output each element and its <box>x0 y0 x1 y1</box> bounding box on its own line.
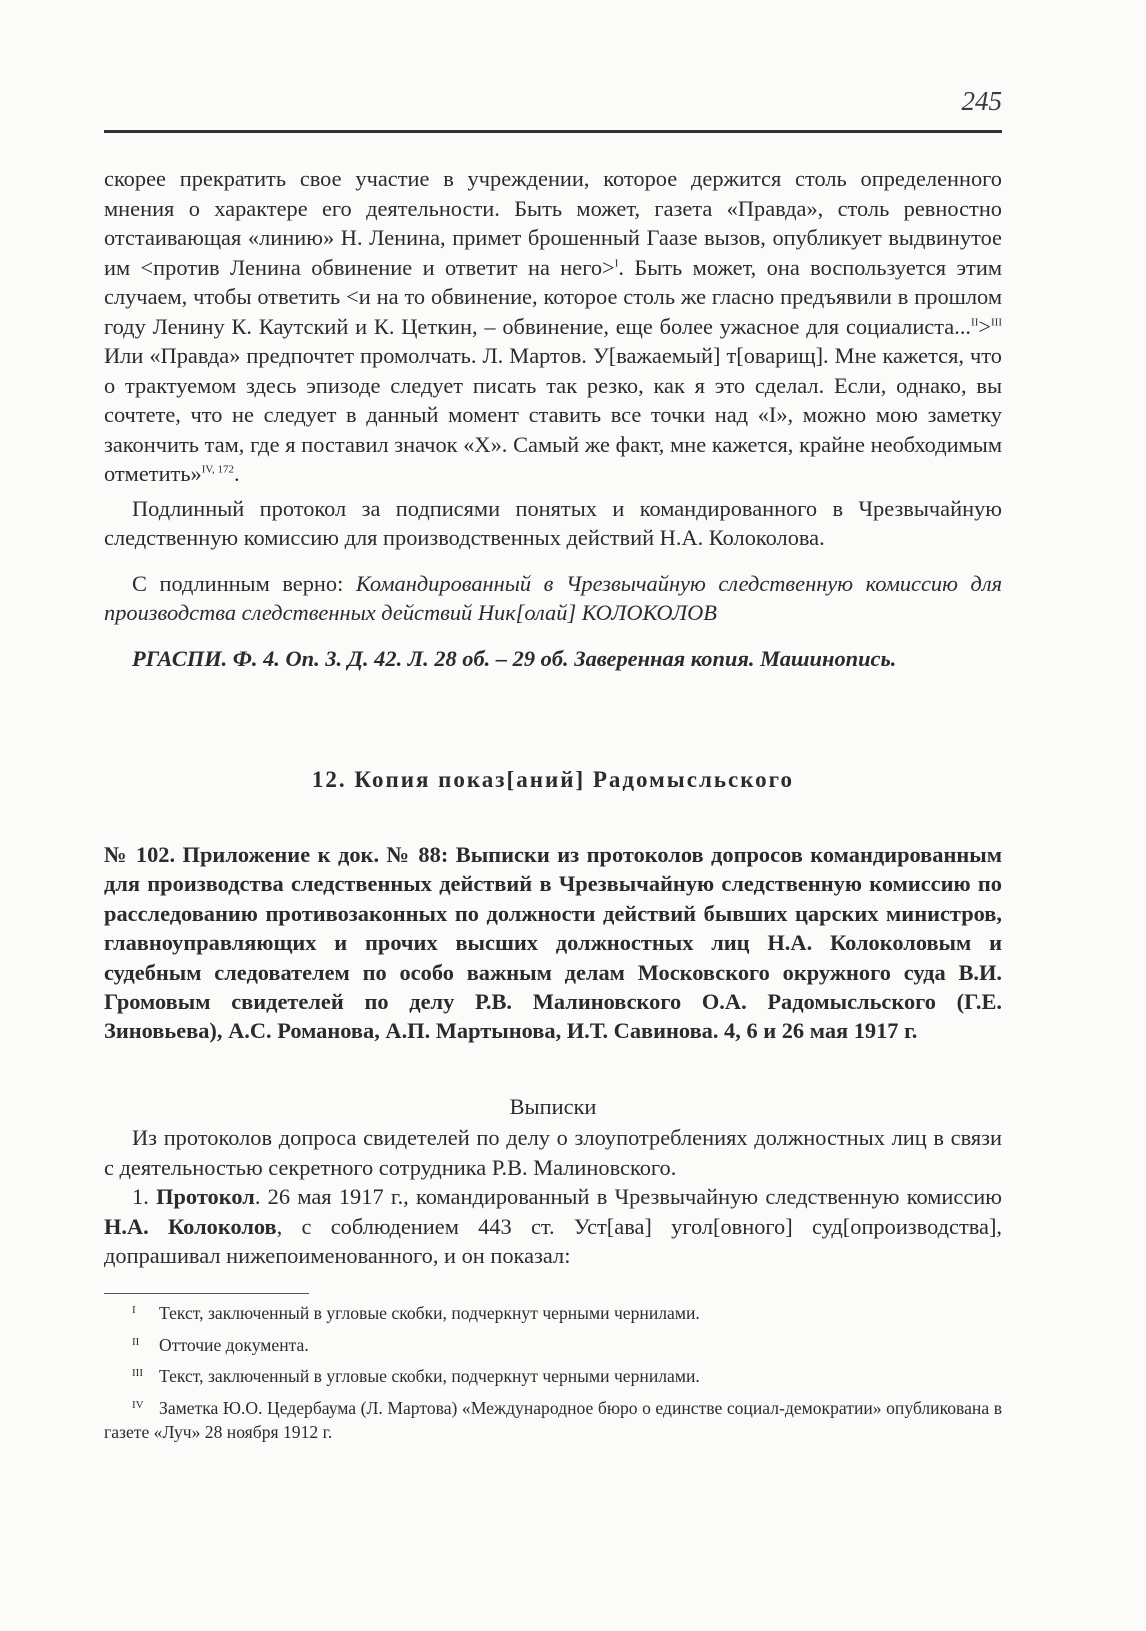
subheading: Выписки <box>509 1094 597 1119</box>
footnote-marker: I <box>132 1304 136 1316</box>
continued-text-block <box>104 164 1002 673</box>
extracts-text-block <box>104 1123 1002 1271</box>
footnote-ref-1: I <box>614 257 619 270</box>
footnote <box>104 1396 1002 1444</box>
protocol-paragraph: 1. Протокол. 26 мая 1917 г., командированный в Чрезвычайную следственную комиссию Н.А. Колоколов, с соблюдением 443 ст. Уст[ава] угол[овного] суд[опроизводства], допрашивал нижепоименованного, и он показал: <box>104 1184 1003 1268</box>
certification-paragraph: С подлинным верно: Командированный в Чрезвычайную следственную комиссию для производства следственных действий Ник[олай] КОЛОКОЛОВ <box>104 570 1002 625</box>
footnote-ref-2: II <box>971 316 979 329</box>
footnote-text: Текст, заключенный в угловые скобки, подчеркнут черными чернилами. <box>159 1366 700 1386</box>
footnote <box>104 1301 1002 1325</box>
footnotes <box>104 1301 1002 1451</box>
footnote-rule <box>104 1293 309 1294</box>
footnote <box>104 1333 1002 1357</box>
footnote-marker: II <box>132 1335 140 1348</box>
footnote-marker: III <box>132 1367 143 1379</box>
footnote-ref-3: III <box>991 316 1002 329</box>
footnote-text: Отточие документа. <box>159 1334 309 1355</box>
footnote-text: Заметка Ю.О. Цедербаума (Л. Мартова) «Международное бюро о единстве социал-демократии» опубликована в газете «Луч» 28 ноября 1912 г. <box>104 1397 1002 1442</box>
protocol-note-paragraph: Подлинный протокол за подписями понятых и командированного в Чрезвычайную следственную комиссию для производственных действий Н.А. Колоколова. <box>104 495 1002 550</box>
footnote <box>104 1364 1002 1388</box>
section-title: 12. Копия показ[аний] Радомысльского <box>311 767 795 792</box>
archive-citation: РГАСПИ. Ф. 4. Оп. 3. Д. 42. Л. 28 об. – 29 об. Заверенная копия. Машинопись. <box>132 645 897 671</box>
continued-paragraph: скорее прекратить свое участие в учреждении, которое держится столь определенного мнения о характере его деятельности. Быть может, газета «Правда», столь ревностно отстаивающая «линию» Н. Ленина, примет брошенный Гаазе вызов, опубликует выдвинутое им <против Ленина обвинение и ответит на него>$^I$. Быть может, она воспользуется этим случаем, чтобы ответить <и на то обвинение, которое столь же гласно предъявили в прошлом году Ленину К. Каутский и К. Цеткин, – обвинение, еще более ужасное для социалиста...$^{II}$>$^{III}$ Или «Правда» предпочтет промолчать. Л. Мартов. У[важаемый] т[оварищ]. Мне кажется, что о трактуемом здесь эпизоде следует писать так резко, как я это сделал. Если, однако, вы сочтете, что не следует в данный момент ставить все точки над «I», можно мою заметку закончить там, где я поставил значок «Х». Самый же факт, мне кажется, крайне необходимым отметить»$^{IV, 172}$. <box>104 166 1002 486</box>
document-header: № 102. Приложение к док. № 88: Выписки из протоколов допросов командированным для производства следственных действий в Чрезвычайную следственную комиссию по расследованию противозаконных по должности действий бывших царских министров, главноуправляющих и прочих высших должностных лиц Н.А. Колоколовым и судебным следователем по особо важным делам Московского окружного суда В.И. Громовым свидетелей по делу Р.В. Малиновского О.А. Радомысльского (Г.Е. Зиновьева), А.С. Романова, А.П. Мартынова, И.Т. Савинова. 4, 6 и 26 мая 1917 г. <box>104 842 1002 1044</box>
footnote-ref-4: IV, 172 <box>201 463 234 476</box>
header-rule <box>104 130 1002 133</box>
extracts-intro-paragraph: Из протоколов допроса свидетелей по делу о злоупотреблениях должностных лиц в связи с деятельностью секретного сотрудника Р.В. Малиновского. <box>104 1125 1002 1180</box>
footnote-marker: IV <box>132 1398 144 1411</box>
page-number: 245 <box>961 86 1002 116</box>
footnote-text: Текст, заключенный в угловые скобки, подчеркнут черными чернилами. <box>159 1303 700 1323</box>
